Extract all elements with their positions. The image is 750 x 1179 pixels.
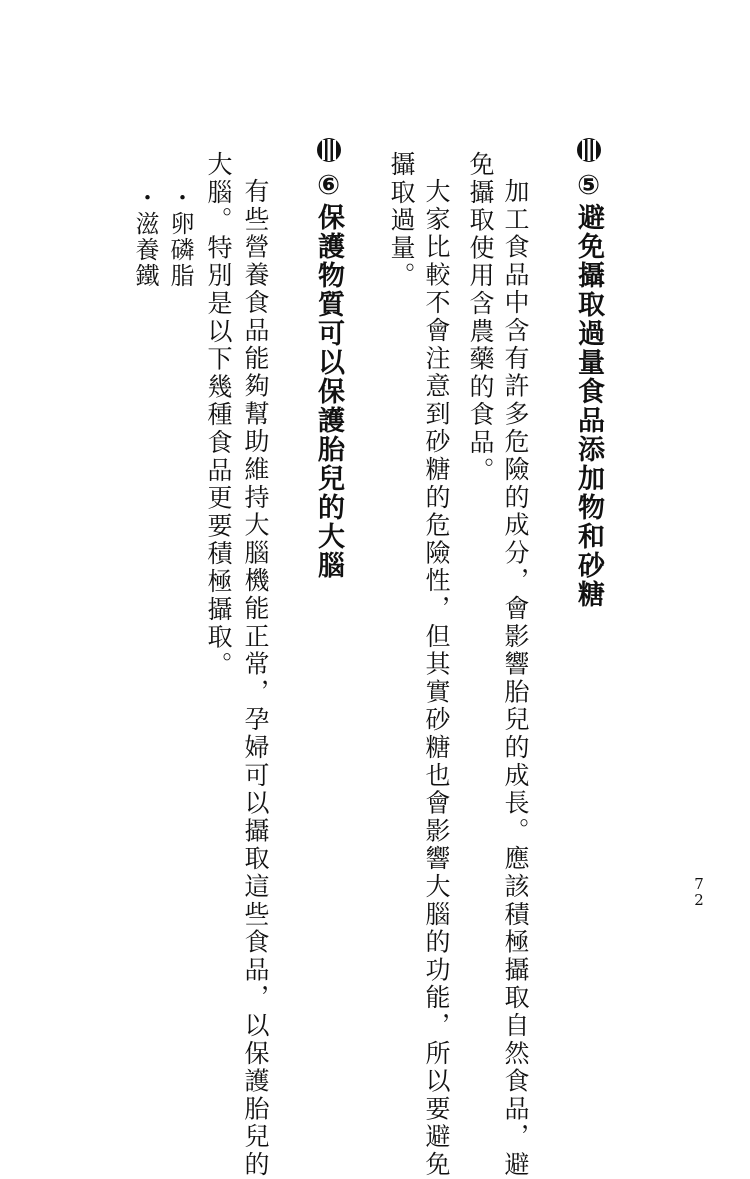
page-number [692, 876, 706, 908]
section-6-paragraph-line: 有些營養食品能夠幫助維持大腦機能正常，孕婦可以攝取這些食品，以保護胎兒的 [241, 178, 270, 1179]
section-6-paragraph-line: 大腦。特別是以下幾種食品更要積極攝取。 [204, 151, 233, 680]
section-6-heading: ⑥保護物質可以保護胎兒的大腦 [313, 170, 344, 580]
list-item: ・滋養鐵 [131, 185, 159, 289]
page-number-digit: 2 [694, 891, 704, 909]
section-5-paragraph-line: 大家比較不會注意到砂糖的危險性，但其實砂糖也會影響大腦的功能，所以要避免 [422, 178, 451, 1179]
striped-circle-icon [576, 137, 602, 163]
section-5-heading: ⑤避免攝取過量食品添加物和砂糖 [573, 170, 604, 609]
section-5-paragraph-line: 加工食品中含有許多危險的成分，會影響胎兒的成長。應該積極攝取自然食品，避 [501, 178, 530, 1179]
striped-circle-icon [316, 137, 342, 163]
page-number-digit: 7 [694, 875, 704, 893]
section-5-paragraph-line: 攝取過量。 [387, 151, 416, 290]
list-item: ・卵磷脂 [166, 185, 194, 289]
section-5-paragraph-line: 免攝取使用含農藥的食品。 [466, 151, 495, 485]
